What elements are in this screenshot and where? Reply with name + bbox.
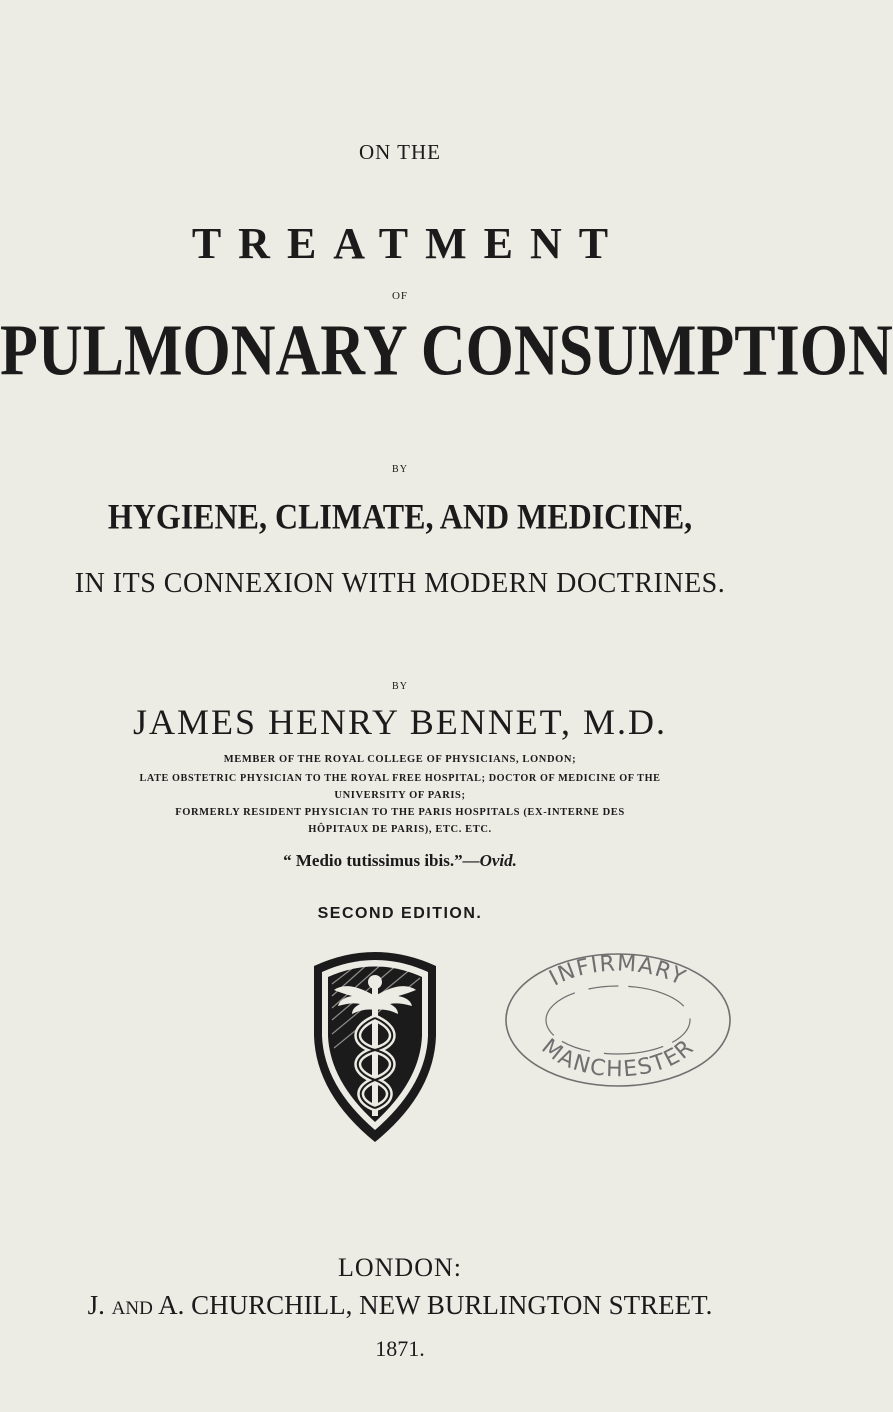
author-credential: UNIVERSITY OF PARIS; xyxy=(334,790,466,801)
svg-text:MANCHESTER xyxy=(537,1034,700,1082)
author-name: JAMES HENRY BENNET, M.D. xyxy=(132,702,668,742)
main-title: PULMONARY CONSUMPTION xyxy=(0,310,893,392)
title-treatment: TREATMENT xyxy=(191,219,626,268)
title-of: OF xyxy=(391,290,409,302)
author-credential: HÔPITAUX DE PARIS), ETC. ETC. xyxy=(308,824,492,835)
publisher-initial: J. xyxy=(87,1290,105,1320)
caduceus-shield-emblem xyxy=(308,944,442,1144)
epigraph-attribution: —Ovid. xyxy=(462,851,517,870)
publisher-and: AND xyxy=(111,1298,153,1319)
epigraph-quote: “ Medio tutissimus ibis.” xyxy=(283,851,463,870)
subtitle-connexion: IN ITS CONNEXION WITH MODERN DOCTRINES. xyxy=(74,568,726,599)
author-credential: LATE OBSTETRIC PHYSICIAN TO THE ROYAL FREE HOSPITAL; DOCTOR OF MEDICINE OF THE xyxy=(139,773,661,784)
imprint-place: LONDON: xyxy=(338,1253,462,1282)
title-prefix: ON THE xyxy=(358,140,442,164)
author-credential: MEMBER OF THE ROYAL COLLEGE OF PHYSICIANS, LONDON; xyxy=(223,754,577,765)
library-stamp xyxy=(498,945,738,1095)
subtitle: HYGIENE, CLIMATE, AND MEDICINE, xyxy=(107,495,693,537)
stamp-text-top: INFIRMARY xyxy=(545,951,690,992)
epigraph xyxy=(0,851,800,871)
by-label-1: BY xyxy=(392,464,408,475)
publisher-name: A. CHURCHILL, NEW BURLINGTON STREET. xyxy=(158,1290,713,1320)
edition-label: SECOND EDITION. xyxy=(317,905,483,922)
by-label-2: BY xyxy=(392,681,408,692)
author-credential: FORMERLY RESIDENT PHYSICIAN TO THE PARIS HOSPITALS (EX-INTERNE DES xyxy=(175,807,625,818)
stamp-text-bottom: MANCHESTER xyxy=(536,1034,700,1083)
imprint-publisher xyxy=(0,1290,800,1321)
imprint-year: 1871. xyxy=(375,1336,425,1361)
